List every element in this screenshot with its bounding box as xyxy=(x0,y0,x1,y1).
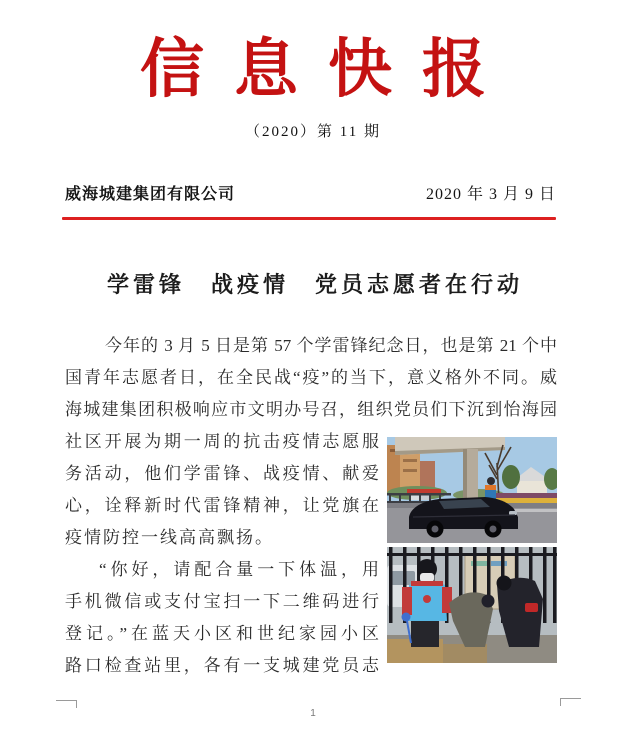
body-line: 今年的 3 月 5 日是第 57 个学雷锋纪念日，也是第 21 个中 xyxy=(105,336,557,355)
article-body xyxy=(65,330,557,682)
body-line: 路口检查站里，各有一支城建党员志 xyxy=(65,656,379,675)
page-number: 1 xyxy=(310,708,316,719)
issue-date: 2020 年 3 月 9 日 xyxy=(425,186,556,203)
body-line: 手机微信或支付宝扫一下二维码进行 xyxy=(65,592,379,611)
article-headline: 学雷锋 战疫情 党员志愿者在行动 xyxy=(106,272,523,297)
issue-number: （2020）第 11 期 xyxy=(245,124,381,140)
body-narrow-column xyxy=(65,426,379,682)
organization-name: 威海城建集团有限公司 xyxy=(65,186,236,203)
text-photo-wrap-row xyxy=(65,426,557,682)
body-line: 海城建集团积极响应市文明办号召，组织党员们下沉到怡海园 xyxy=(65,400,557,419)
volunteers-photo-illustration xyxy=(387,547,557,663)
body-line: 社区开展为期一周的抗击疫情志愿服 xyxy=(65,432,379,451)
street-checkpoint-photo-illustration xyxy=(387,437,557,543)
text-boundary-mark-bottom-left xyxy=(56,700,77,708)
body-line: 务活动，他们学雷锋、战疫情、献爱 xyxy=(65,464,379,483)
street-checkpoint-black-car-photo xyxy=(387,437,557,543)
newsletter-title: 信息快报 xyxy=(140,34,516,105)
body-line: 国青年志愿者日，在全民战“疫”的当下，意义格外不同。威 xyxy=(65,368,557,387)
gatehouse xyxy=(502,465,557,493)
body-line: 心，诠释新时代雷锋精神，让党旗在 xyxy=(65,496,379,515)
masthead-divider-rule xyxy=(62,217,556,220)
text-boundary-mark-bottom-right xyxy=(560,698,581,706)
photo-column xyxy=(387,437,557,682)
body-line: 登记。”在蓝天小区和世纪家园小区 xyxy=(65,624,379,643)
body-line: “你好，请配合量一下体温，用 xyxy=(99,560,379,579)
masthead-row xyxy=(65,181,556,204)
body-line: 疫情防控一线高高飘扬。 xyxy=(65,528,274,547)
volunteers-registration-table-photo xyxy=(387,547,557,663)
